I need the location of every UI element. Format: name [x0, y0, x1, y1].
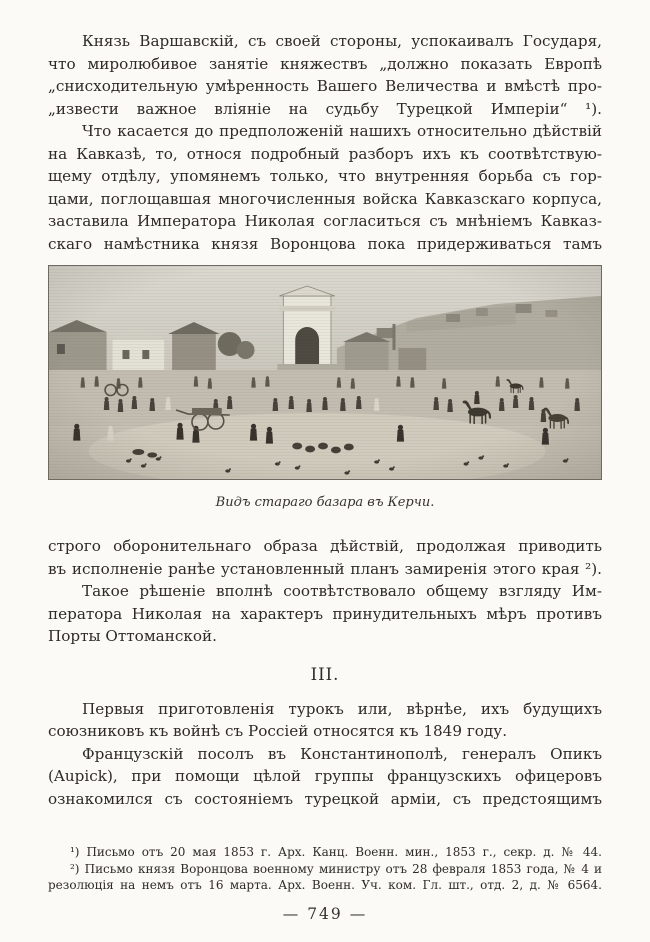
text-line: Такое рѣшеніе вполнѣ соотвѣтствовало общему взгляду Им- [82, 582, 602, 600]
text-line: что миролюбивое занятіе княжествъ „должно показать Европѣ [48, 54, 602, 73]
paragraph-4 [48, 580, 602, 648]
footnote-line: резолюція на немъ отъ 16 марта. Арх. Военн. Уч. ком. Гл. шт., отд. 2, д. № 6564. [48, 878, 602, 892]
text-line: Князь Варшавскій, съ своей стороны, успокаивалъ Государя, [82, 32, 602, 50]
paragraph-5 [48, 698, 602, 743]
text-line: „снисходительную умѣренность Вашего Величества и вмѣстѣ про- [48, 77, 602, 95]
paragraph-6 [48, 743, 602, 811]
text-line: строго оборонительнаго образа дѣйствій, продолжая приводить [48, 537, 602, 555]
text-line: въ исполненіе ранѣе установленный планъ замиренія этого края ²). [48, 559, 602, 578]
figure-old-bazaar [48, 265, 602, 480]
text-line: ознакомился съ состояніемъ турецкой арміи, съ предстоящимъ [48, 789, 602, 808]
text-line: „извести важное вліяніе на судьбу Турецкой Имперіи“ ¹). [48, 99, 602, 118]
paragraph-1 [48, 30, 602, 120]
text-line: цами, поглощавшая многочисленныя войска Кавказскаго корпуса, [48, 189, 602, 208]
text-line: союзниковъ къ войнѣ съ Россіей относятся къ 1849 году. [48, 722, 508, 740]
text-line: заставила Императора Николая согласиться съ мнѣніемъ Кавказ- [48, 212, 602, 230]
text-line: ператора Николая на характеръ принудительныхъ мѣръ противъ [48, 604, 602, 623]
text-line: скаго намѣстника князя Воронцова пока придерживаться тамъ [48, 234, 602, 253]
text-line: Порты Оттоманской. [48, 627, 217, 645]
footnote-1 [48, 844, 602, 861]
figure-caption: Видъ стараго базара въ Керчи. [215, 495, 435, 510]
paragraph-2 [48, 120, 602, 255]
footnote-2 [48, 861, 602, 894]
page-number: — 749 — [282, 904, 368, 923]
paragraph-3 [48, 535, 602, 580]
text-line: щему отдѣлу, упомянемъ только, что внутренняя борьба съ гор- [48, 167, 602, 185]
text-line: Что касается до предположеній нашихъ относительно дѣйствій [82, 122, 602, 140]
footnotes [48, 844, 602, 894]
text-line: (Aupick), при помощи цѣлой группы французскихъ офицеровъ [48, 767, 602, 785]
text-line: Первыя приготовленія турокъ или, вѣрнѣе, ихъ будущихъ [82, 699, 602, 718]
text-line: Французскій посолъ въ Константинополѣ, генералъ Опикъ [82, 744, 602, 763]
section-heading: III. [310, 664, 340, 684]
text-line: на Кавказѣ, то, относя подробный разборъ ихъ къ соотвѣтствую- [48, 144, 602, 163]
footnote-line: ¹) Письмо отъ 20 мая 1853 г. Арх. Канц. Военн. мин., 1853 г., секр. д. № 44. [70, 845, 602, 859]
footnote-line: ²) Письмо князя Воронцова военному министру отъ 28 февраля 1853 года, № 4 и [70, 861, 602, 876]
bazaar-engraving-image [48, 265, 602, 480]
